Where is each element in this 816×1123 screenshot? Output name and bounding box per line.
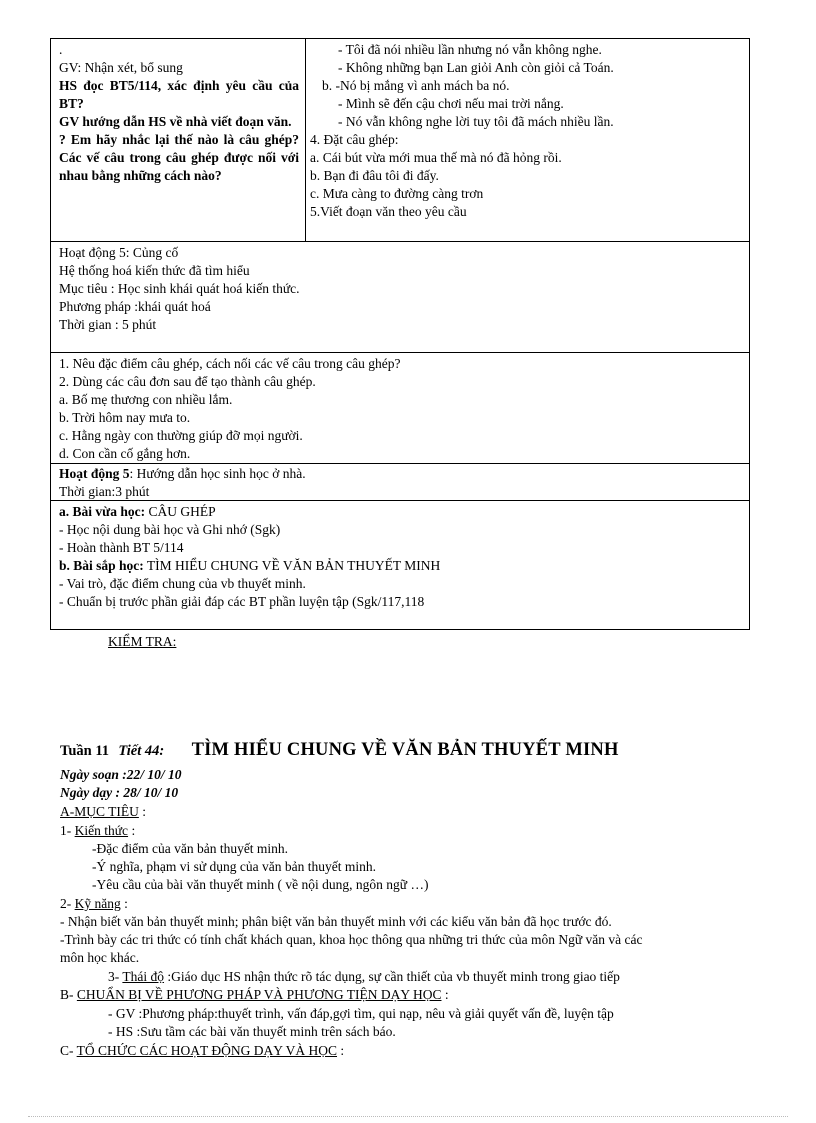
list-item: -Trình bày các tri thức có tính chất khách quan, khoa học thông qua những tri thức của môn Ngữ văn và các bbox=[60, 932, 643, 947]
item-label: Thái độ bbox=[122, 969, 165, 984]
list-item: -Yêu cầu của bài văn thuyết minh ( về nội dung, ngôn ngữ …) bbox=[92, 877, 429, 892]
cell-text: a. Bố mẹ thương con nhiều lắm. bbox=[59, 392, 233, 407]
section-b-heading bbox=[60, 986, 449, 1004]
list-item: môn học khác. bbox=[60, 950, 140, 965]
cell-text: 5.Viết đoạn văn theo yêu cầu bbox=[310, 204, 467, 219]
cell-text: . bbox=[59, 42, 63, 57]
cell-text: - Không những bạn Lan giỏi Anh còn giỏi cả Toán. bbox=[338, 60, 614, 75]
date-prepared: Ngày soạn :22/ 10/ 10 bbox=[60, 767, 182, 782]
subheading-value: CÂU GHÉP bbox=[145, 504, 216, 519]
activity-title: : Hướng dẫn học sinh học ở nhà. bbox=[129, 466, 306, 481]
section-suffix: : bbox=[337, 1043, 345, 1058]
list-item: -Ý nghĩa, phạm vi sử dụng của văn bản thuyết minh. bbox=[92, 859, 377, 874]
teacher-activity-cell bbox=[51, 39, 306, 241]
section-label: A-MỤC TIÊU bbox=[60, 804, 139, 819]
cell-text: ? Em hãy nhắc lại thế nào là câu ghép? Các vế câu trong câu ghép được nối với nhau bằng những cách nào? bbox=[59, 132, 299, 183]
cell-text: Hệ thống hoá kiến thức đã tìm hiểu bbox=[59, 263, 250, 278]
lesson-table bbox=[50, 38, 750, 630]
knowledge-heading bbox=[60, 822, 135, 840]
cell-text bbox=[59, 503, 741, 521]
cell-text: Phương pháp :khái quát hoá bbox=[59, 299, 211, 314]
page-title: TÌM HIỂU CHUNG VỀ VĂN BẢN THUYẾT MINH bbox=[191, 740, 619, 760]
cell-text: b. Bạn đi đâu tôi đi đấy. bbox=[310, 168, 439, 183]
table-row-questions bbox=[51, 353, 749, 464]
cell-text: b. -Nó bị mắng vì anh mách ba nó. bbox=[322, 78, 510, 93]
attitude-line bbox=[108, 968, 620, 986]
item-number: 3- bbox=[108, 969, 123, 984]
item-suffix: : bbox=[128, 823, 136, 838]
subheading-value: TÌM HIỂU CHUNG VỀ VĂN BẢN THUYẾT MINH bbox=[143, 558, 441, 573]
cell-text: Hoạt động 5: Củng cố bbox=[59, 245, 179, 260]
table-row-exercises bbox=[51, 39, 749, 242]
list-item: -Đặc điểm của văn bản thuyết minh. bbox=[92, 841, 289, 856]
subheading: b. Bài sắp học: bbox=[59, 558, 144, 573]
table-row-homework bbox=[51, 501, 749, 629]
week-label: Tuần 11 bbox=[60, 743, 110, 759]
section-label: CHUẨN BỊ VỀ PHƯƠNG PHÁP VÀ PHƯƠNG TIỆN DẠY HỌC bbox=[76, 987, 442, 1002]
item-label: Kiến thức bbox=[74, 823, 129, 838]
cell-text: Thời gian : 5 phút bbox=[59, 317, 157, 332]
subheading: a. Bài vừa học: bbox=[59, 504, 146, 519]
section-suffix: : bbox=[441, 987, 449, 1002]
table-row-consolidation bbox=[51, 242, 749, 353]
cell-text: GV: Nhận xét, bổ sung bbox=[59, 60, 183, 75]
cell-text: - Chuẩn bị trước phần giải đáp các BT phần luyện tập (Sgk/117,118 bbox=[59, 594, 425, 609]
date-taught: Ngày dạy : 28/ 10/ 10 bbox=[60, 785, 179, 800]
section-label: TỔ CHỨC CÁC HOẠT ĐỘNG DẠY VÀ HỌC bbox=[76, 1043, 338, 1058]
cell-text: 4. Đặt câu ghép: bbox=[310, 132, 399, 147]
cell-text: 1. Nêu đặc điểm câu ghép, cách nối các vế câu trong câu ghép? bbox=[59, 356, 401, 371]
table-row-homework-heading bbox=[51, 464, 749, 501]
section-c-heading bbox=[60, 1042, 344, 1060]
cell-text: GV hướng dẫn HS về nhà viết đoạn văn. bbox=[59, 114, 292, 129]
period-label: Tiết 44: bbox=[118, 743, 165, 759]
lesson-title-row bbox=[60, 740, 619, 761]
kiem-tra-heading: KIỂM TRA: bbox=[108, 634, 177, 649]
cell-text: a. Cái bút vừa mới mua thế mà nó đã hỏng rồi. bbox=[310, 150, 562, 165]
section-number: B- bbox=[60, 987, 77, 1002]
cell-text: - Vai trò, đặc điểm chung của vb thuyết minh. bbox=[59, 576, 306, 591]
cell-text bbox=[59, 465, 741, 483]
item-number: 1- bbox=[60, 823, 75, 838]
list-item: - GV :Phương pháp:thuyết trình, vấn đáp,gợi tìm, qui nạp, nêu và giải quyết vấn đề, luyện tập bbox=[108, 1006, 614, 1021]
item-text: :Giáo dục HS nhận thức rõ tác dụng, sự cần thiết của vb thuyết minh trong giao tiếp bbox=[164, 969, 620, 984]
cell-text: - Nó vẫn không nghe lời tuy tôi đã mách nhiều lần. bbox=[338, 114, 614, 129]
cell-text: c. Mưa càng to đường càng trơn bbox=[310, 186, 484, 201]
section-suffix: : bbox=[138, 804, 147, 819]
cell-text: HS đọc BT5/114, xác định yêu cầu của BT? bbox=[59, 78, 299, 111]
cell-text: b. Trời hôm nay mưa to. bbox=[59, 410, 191, 425]
list-item: - HS :Sưu tầm các bài văn thuyết minh trên sách báo. bbox=[108, 1024, 396, 1039]
section-number: C- bbox=[60, 1043, 77, 1058]
cell-text: 2. Dùng các câu đơn sau để tạo thành câu ghép. bbox=[59, 374, 316, 389]
cell-text: Mục tiêu : Học sinh khái quát hoá kiến thức. bbox=[59, 281, 300, 296]
cell-text: - Mình sẽ đến cậu chơi nếu mai trời nắng. bbox=[338, 96, 564, 111]
skills-heading bbox=[60, 895, 128, 913]
cell-text bbox=[59, 557, 741, 575]
list-item: - Nhận biết văn bản thuyết minh; phân biệt văn bản thuyết minh với các kiểu văn bản đã học trước đó. bbox=[60, 914, 612, 929]
cell-text: Thời gian:3 phút bbox=[59, 484, 150, 499]
activity-label: Hoạt động 5 bbox=[59, 466, 130, 481]
item-suffix: : bbox=[120, 896, 128, 911]
cell-text: - Tôi đã nói nhiều lần nhưng nó vẫn không nghe. bbox=[338, 42, 602, 57]
cell-text: - Hoàn thành BT 5/114 bbox=[59, 540, 184, 555]
cell-text: c. Hằng ngày con thường giúp đỡ mọi người. bbox=[59, 428, 303, 443]
student-activity-cell bbox=[306, 39, 749, 241]
section-a-heading bbox=[60, 803, 146, 821]
item-label: Kỹ năng bbox=[74, 896, 121, 911]
item-number: 2- bbox=[60, 896, 75, 911]
page-footer-divider bbox=[28, 1116, 788, 1117]
cell-text: - Học nội dung bài học và Ghi nhớ (Sgk) bbox=[59, 522, 281, 537]
cell-text: d. Con cần cố gắng hơn. bbox=[59, 446, 191, 461]
